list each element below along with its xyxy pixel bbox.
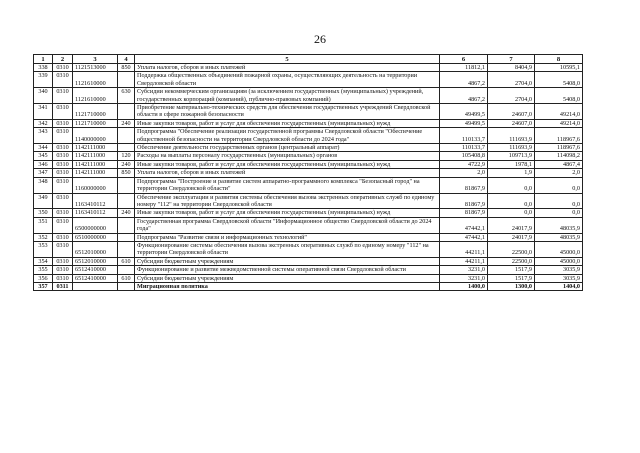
item-name: Субсидии бюджетным учреждениям <box>135 257 440 265</box>
col-header: 6 <box>440 55 488 64</box>
target-code <box>73 282 118 290</box>
amount-2022: 49499,5 <box>440 104 488 120</box>
row-number: 352 <box>34 233 53 241</box>
section-code: 0310 <box>53 88 73 104</box>
amount-2022: 2,0 <box>440 169 488 177</box>
amount-2024: 48035,9 <box>535 217 583 233</box>
table-row <box>34 177 583 193</box>
expense-type <box>118 282 135 290</box>
target-code: 6512410000 <box>73 274 118 282</box>
amount-2023: 24017,9 <box>488 217 535 233</box>
row-number: 342 <box>34 119 53 127</box>
amount-2023: 1300,0 <box>488 282 535 290</box>
target-code: 1160000000 <box>73 177 118 193</box>
expense-type <box>118 266 135 274</box>
target-code: 1163410112 <box>73 193 118 209</box>
col-header: 5 <box>135 55 440 64</box>
col-header: 4 <box>118 55 135 64</box>
amount-2024: 3035,9 <box>535 274 583 282</box>
item-name: Подпрограмма "Построение и развитие систем аппаратно-программного комплекса "Безопасный город" на территории Свердловской области" <box>135 177 440 193</box>
target-code: 1121710000 <box>73 119 118 127</box>
amount-2024: 118967,6 <box>535 144 583 152</box>
item-name: Обеспечение эксплуатации и развития системы обеспечения вызова экстренных оперативных служб по единому номеру "112" на территории Свердловской области <box>135 193 440 209</box>
amount-2022: 4722,9 <box>440 160 488 168</box>
amount-2023: 2704,0 <box>488 72 535 88</box>
section-code: 0311 <box>53 282 73 290</box>
amount-2024: 3035,9 <box>535 266 583 274</box>
table-row <box>34 119 583 127</box>
amount-2024: 4867,4 <box>535 160 583 168</box>
item-name: Уплата налогов, сборов и иных платежей <box>135 64 440 72</box>
expense-type <box>118 177 135 193</box>
table-row <box>34 274 583 282</box>
target-code: 6512410000 <box>73 266 118 274</box>
section-code: 0310 <box>53 233 73 241</box>
section-code: 0310 <box>53 257 73 265</box>
row-number: 345 <box>34 152 53 160</box>
amount-2023: 22500,0 <box>488 257 535 265</box>
amount-2023: 0,0 <box>488 193 535 209</box>
row-number: 340 <box>34 88 53 104</box>
table-row <box>34 257 583 265</box>
row-number: 339 <box>34 72 53 88</box>
amount-2022: 11812,1 <box>440 64 488 72</box>
section-code: 0310 <box>53 177 73 193</box>
amount-2023: 24017,9 <box>488 233 535 241</box>
table-row <box>34 233 583 241</box>
amount-2024: 0,0 <box>535 209 583 217</box>
row-number: 354 <box>34 257 53 265</box>
table-row <box>34 160 583 168</box>
item-name: Расходы на выплаты персоналу государственных (муниципальных) органов <box>135 152 440 160</box>
section-code: 0310 <box>53 144 73 152</box>
amount-2022: 81867,9 <box>440 193 488 209</box>
target-code: 1121610000 <box>73 72 118 88</box>
section-code: 0310 <box>53 209 73 217</box>
amount-2024: 5408,0 <box>535 72 583 88</box>
section-code: 0310 <box>53 217 73 233</box>
expense-type: 240 <box>118 209 135 217</box>
target-code: 1142111000 <box>73 160 118 168</box>
expense-type: 120 <box>118 152 135 160</box>
section-code: 0310 <box>53 104 73 120</box>
amount-2022: 44211,1 <box>440 257 488 265</box>
amount-2024: 5408,0 <box>535 88 583 104</box>
section-code: 0310 <box>53 128 73 144</box>
amount-2023: 109713,9 <box>488 152 535 160</box>
amount-2022: 3231,0 <box>440 274 488 282</box>
amount-2023: 22500,0 <box>488 241 535 257</box>
item-name: Миграционная политика <box>135 282 440 290</box>
amount-2024: 0,0 <box>535 177 583 193</box>
row-number: 346 <box>34 160 53 168</box>
amount-2022: 3231,0 <box>440 266 488 274</box>
item-name: Субсидии некоммерческим организациям (за исключением государственных (муниципальных) учреждений, государственных корпораций (компаний), публично-правовых компаний) <box>135 88 440 104</box>
amount-2022: 4867,2 <box>440 72 488 88</box>
amount-2022: 110133,7 <box>440 144 488 152</box>
expense-type <box>118 217 135 233</box>
amount-2023: 24607,0 <box>488 104 535 120</box>
expense-type <box>118 241 135 257</box>
section-code: 0310 <box>53 160 73 168</box>
row-number: 343 <box>34 128 53 144</box>
amount-2022: 81867,9 <box>440 209 488 217</box>
amount-2023: 1978,1 <box>488 160 535 168</box>
amount-2023: 1517,9 <box>488 266 535 274</box>
section-code: 0310 <box>53 119 73 127</box>
expense-type: 850 <box>118 169 135 177</box>
row-number: 341 <box>34 104 53 120</box>
target-code: 6500000000 <box>73 217 118 233</box>
section-code: 0310 <box>53 152 73 160</box>
amount-2023: 8404,9 <box>488 64 535 72</box>
target-code: 1121610000 <box>73 88 118 104</box>
table-row <box>34 72 583 88</box>
row-number: 356 <box>34 274 53 282</box>
table-row <box>34 209 583 217</box>
amount-2024: 48035,9 <box>535 233 583 241</box>
item-name: Иные закупки товаров, работ и услуг для обеспечения государственных (муниципальных) нужд <box>135 160 440 168</box>
col-header: 3 <box>73 55 118 64</box>
table-row <box>34 152 583 160</box>
budget-table <box>33 54 583 291</box>
table-row <box>34 169 583 177</box>
target-code: 6512010000 <box>73 241 118 257</box>
expense-type: 240 <box>118 160 135 168</box>
row-number: 344 <box>34 144 53 152</box>
amount-2024: 49214,0 <box>535 104 583 120</box>
col-header: 1 <box>34 55 53 64</box>
target-code: 1140000000 <box>73 128 118 144</box>
row-number: 338 <box>34 64 53 72</box>
section-code: 0310 <box>53 72 73 88</box>
row-number: 351 <box>34 217 53 233</box>
row-number: 355 <box>34 266 53 274</box>
target-code: 6512010000 <box>73 257 118 265</box>
amount-2023: 0,0 <box>488 209 535 217</box>
item-name: Государственная программа Свердловской области "Информационное общество Свердловской области до 2024 года" <box>135 217 440 233</box>
row-number: 347 <box>34 169 53 177</box>
amount-2024: 45000,0 <box>535 257 583 265</box>
table-row <box>34 282 583 290</box>
amount-2022: 49499,5 <box>440 119 488 127</box>
table-row <box>34 217 583 233</box>
row-number: 350 <box>34 209 53 217</box>
row-number: 348 <box>34 177 53 193</box>
expense-type <box>118 72 135 88</box>
amount-2024: 45000,0 <box>535 241 583 257</box>
col-header: 2 <box>53 55 73 64</box>
table-row <box>34 64 583 72</box>
item-name: Иные закупки товаров, работ и услуг для обеспечения государственных (муниципальных) нужд <box>135 119 440 127</box>
col-header: 8 <box>535 55 583 64</box>
table-row <box>34 266 583 274</box>
expense-type: 240 <box>118 119 135 127</box>
amount-2024: 49214,0 <box>535 119 583 127</box>
amount-2024: 10595,1 <box>535 64 583 72</box>
expense-type <box>118 233 135 241</box>
item-name: Поддержка общественных объединений пожарной охраны, осуществляющих деятельность на территории Свердловской области <box>135 72 440 88</box>
amount-2023: 24607,0 <box>488 119 535 127</box>
expense-type: 610 <box>118 274 135 282</box>
target-code: 1163410112 <box>73 209 118 217</box>
amount-2024: 0,0 <box>535 193 583 209</box>
amount-2023: 111693,9 <box>488 128 535 144</box>
amount-2023: 1517,9 <box>488 274 535 282</box>
header-row <box>34 55 583 64</box>
table-row <box>34 128 583 144</box>
item-name: Функционирование и развитие межведомственной системы оперативной связи Свердловской области <box>135 266 440 274</box>
section-code: 0310 <box>53 169 73 177</box>
expense-type: 630 <box>118 88 135 104</box>
expense-type: 850 <box>118 64 135 72</box>
amount-2023: 1,9 <box>488 169 535 177</box>
expense-type <box>118 104 135 120</box>
amount-2022: 110133,7 <box>440 128 488 144</box>
item-name: Подпрограмма "Обеспечение реализации государственной программы Свердловской области "Обеспечение общественной безопасности на территории Свердловской области до 2024 года" <box>135 128 440 144</box>
expense-type <box>118 193 135 209</box>
amount-2024: 1404,0 <box>535 282 583 290</box>
amount-2022: 81867,9 <box>440 177 488 193</box>
table-row <box>34 88 583 104</box>
item-name: Субсидии бюджетным учреждениям <box>135 274 440 282</box>
expense-type: 610 <box>118 257 135 265</box>
section-code: 0310 <box>53 193 73 209</box>
amount-2022: 1400,0 <box>440 282 488 290</box>
col-header: 7 <box>488 55 535 64</box>
expense-type <box>118 144 135 152</box>
amount-2023: 111693,9 <box>488 144 535 152</box>
amount-2022: 47442,1 <box>440 233 488 241</box>
expense-type <box>118 128 135 144</box>
table-row <box>34 193 583 209</box>
section-code: 0310 <box>53 241 73 257</box>
target-code: 1121710000 <box>73 104 118 120</box>
target-code: 1142111000 <box>73 144 118 152</box>
section-code: 0310 <box>53 64 73 72</box>
table-row <box>34 144 583 152</box>
amount-2024: 114098,2 <box>535 152 583 160</box>
target-code: 1121513000 <box>73 64 118 72</box>
amount-2022: 44211,1 <box>440 241 488 257</box>
amount-2023: 2704,0 <box>488 88 535 104</box>
row-number: 349 <box>34 193 53 209</box>
page-number: 26 <box>314 32 326 46</box>
row-number: 357 <box>34 282 53 290</box>
item-name: Функционирование системы обеспечения вызова экстренных оперативных служб по единому номеру "112" на территории Свердловской области <box>135 241 440 257</box>
amount-2024: 2,0 <box>535 169 583 177</box>
amount-2022: 105408,8 <box>440 152 488 160</box>
target-code: 1142111000 <box>73 152 118 160</box>
amount-2023: 0,0 <box>488 177 535 193</box>
item-name: Подпрограмма "Развитие связи и информационных технологий" <box>135 233 440 241</box>
item-name: Уплата налогов, сборов и иных платежей <box>135 169 440 177</box>
item-name: Приобретение материально-технических средств для обеспечения государственных учреждений Свердловской области в сфере пожарной безопасности <box>135 104 440 120</box>
amount-2022: 47442,1 <box>440 217 488 233</box>
item-name: Иные закупки товаров, работ и услуг для обеспечения государственных (муниципальных) нужд <box>135 209 440 217</box>
amount-2024: 118967,6 <box>535 128 583 144</box>
row-number: 353 <box>34 241 53 257</box>
section-code: 0310 <box>53 266 73 274</box>
section-code: 0310 <box>53 274 73 282</box>
table-row <box>34 241 583 257</box>
item-name: Обеспечение деятельности государственных органов (центральный аппарат) <box>135 144 440 152</box>
target-code: 6510000000 <box>73 233 118 241</box>
amount-2022: 4867,2 <box>440 88 488 104</box>
target-code: 1142111000 <box>73 169 118 177</box>
table-row <box>34 104 583 120</box>
